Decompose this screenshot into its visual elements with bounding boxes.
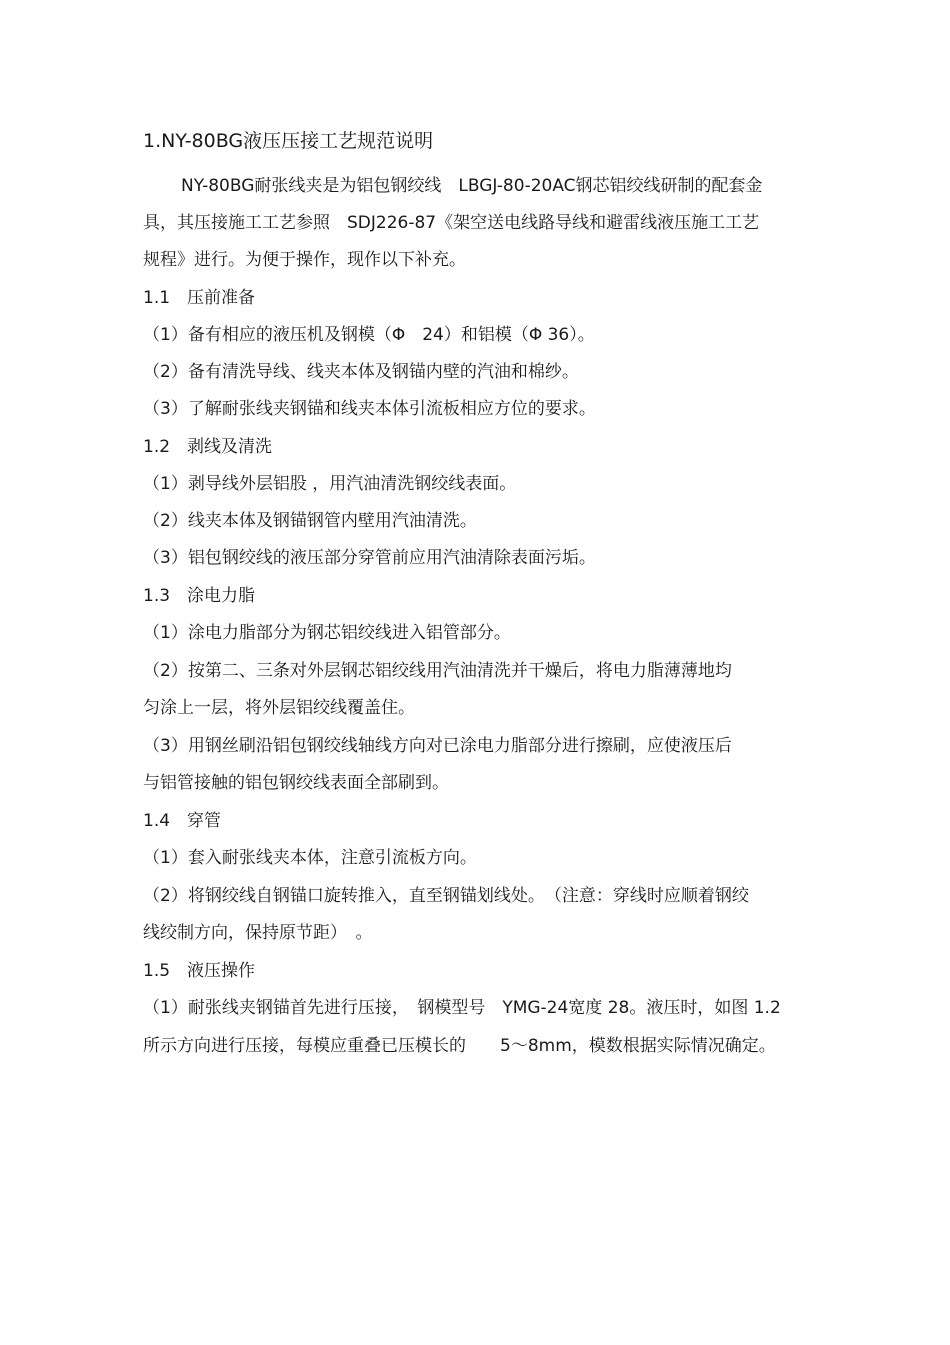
section-heading: 1.2 剥线及清洗: [143, 437, 273, 457]
intro-line: NY-80BG耐张线夹是为铝包钢绞线 LBGJ-80-20AC钢芯铝绞线研制的配套金: [181, 176, 763, 196]
section-item: 匀涂上一层，将外层铝绞线覆盖住。: [143, 698, 415, 718]
section-item: （2）线夹本体及钢锚钢管内壁用汽油清洗。: [143, 511, 477, 531]
document-title: 1.NY-80BG液压压接工艺规范说明: [143, 130, 434, 152]
intro-line: 规程》进行。为便于操作，现作以下补充。: [143, 250, 466, 270]
section-item: （2）将钢绞线自钢锚口旋转推入，直至钢锚划线处。 （注意：穿线时应顺着钢绞: [143, 886, 749, 906]
section-heading: 1.5 液压操作: [143, 961, 256, 981]
section-item: （1）涂电力脂部分为钢芯铝绞线进入铝管部分。: [143, 623, 511, 643]
section-item: 与铝管接触的铝包钢绞线表面全部刷到。: [143, 773, 449, 793]
section-item: （1）套入耐张线夹本体，注意引流板方向。: [143, 848, 477, 868]
section-item: （2）备有清洗导线、线夹本体及钢锚内壁的汽油和棉纱。: [143, 362, 579, 382]
section-heading: 1.3 涂电力脂: [143, 586, 256, 606]
intro-line: 具，其压接施工工艺参照 SDJ226-87《架空送电线路导线和避雷线液压施工工艺: [143, 213, 760, 233]
section-item: （1）剥导线外层铝股 ，用汽油清洗钢绞线表面。: [143, 474, 517, 494]
section-item: （3）了解耐张线夹钢锚和线夹本体引流板相应方位的要求。: [143, 399, 596, 419]
section-heading: 1.1 压前准备: [143, 288, 256, 308]
section-item: （3）铝包钢绞线的液压部分穿管前应用汽油清除表面污垢。: [143, 548, 596, 568]
section-item: 所示方向进行压接，每模应重叠已压模长的 5～8mm，模数根据实际情况确定。: [143, 1036, 776, 1056]
section-heading: 1.4 穿管: [143, 811, 222, 831]
section-item: （2）按第二、三条对外层钢芯铝绞线用汽油清洗并干燥后，将电力脂薄薄地均: [143, 661, 732, 681]
section-item: （3）用钢丝刷沿铝包钢绞线轴线方向对已涂电力脂部分进行擦刷，应使液压后: [143, 736, 732, 756]
section-item: （1）耐张线夹钢锚首先进行压接， 钢模型号 YMG-24宽度 28。液压时，如图 1.2: [143, 998, 781, 1018]
section-item: 线绞制方向，保持原节距） 。: [143, 923, 373, 943]
section-item: （1）备有相应的液压机及钢模（Φ 24）和铝模（Φ 36）。: [143, 325, 595, 345]
